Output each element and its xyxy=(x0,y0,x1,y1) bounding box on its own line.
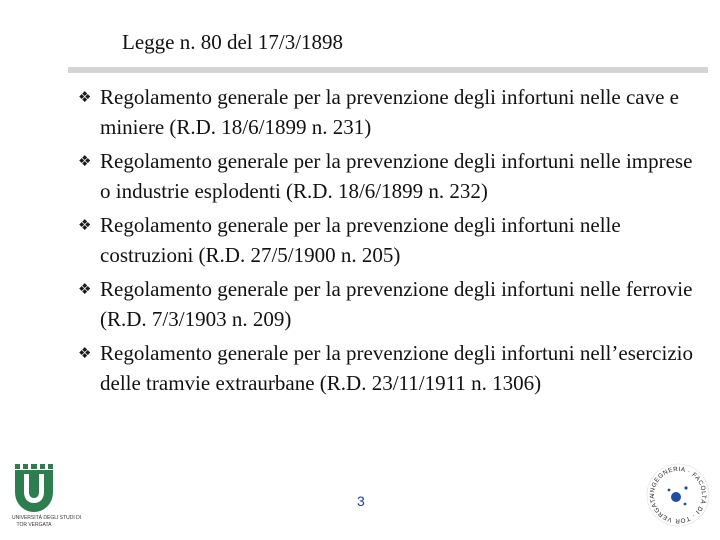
title-divider xyxy=(68,67,708,73)
logo-caption-line2: TOR VERGATA xyxy=(16,522,52,528)
diamond-bullet-icon: ❖ xyxy=(78,88,92,106)
bullet-list xyxy=(77,82,707,402)
diamond-bullet-icon: ❖ xyxy=(78,216,92,234)
diamond-bullet-icon: ❖ xyxy=(78,280,92,298)
diamond-bullet-icon: ❖ xyxy=(78,344,92,362)
logo-caption-line1: UNIVERSITÀ DEGLI STUDI DI xyxy=(12,515,82,521)
list-item xyxy=(77,210,707,270)
slide-title: Legge n. 80 del 17/3/1898 xyxy=(122,30,344,54)
university-logo xyxy=(12,462,82,528)
page-number: 3 xyxy=(357,493,365,509)
list-item xyxy=(77,274,707,334)
university-logo-icon xyxy=(12,462,56,514)
seal-ring-text: INGEGNERIA · FACOLTÀ DI · TOR VERGATA xyxy=(648,465,708,525)
bullet-text: Regolamento generale per la prevenzione degli infortuni nell’esercizio delle tramvie extraurbane (R.D. 23/11/1911 n. 1306) xyxy=(100,341,693,395)
list-item xyxy=(77,82,707,142)
list-item xyxy=(77,146,707,206)
bullet-text: Regolamento generale per la prevenzione degli infortuni nelle imprese o industrie esplodenti (R.D. 18/6/1899 n. 232) xyxy=(100,149,693,203)
bullet-text: Regolamento generale per la prevenzione degli infortuni nelle ferrovie (R.D. 7/3/1903 n. 209) xyxy=(100,277,693,331)
list-item xyxy=(77,338,707,398)
diamond-bullet-icon: ❖ xyxy=(78,152,92,170)
bullet-text: Regolamento generale per la prevenzione degli infortuni nelle costruzioni (R.D. 27/5/1900 n. 205) xyxy=(100,213,621,267)
bullet-text: Regolamento generale per la prevenzione degli infortuni nelle cave e miniere (R.D. 18/6/1899 n. 231) xyxy=(100,85,679,139)
engineering-seal-icon xyxy=(645,462,711,528)
